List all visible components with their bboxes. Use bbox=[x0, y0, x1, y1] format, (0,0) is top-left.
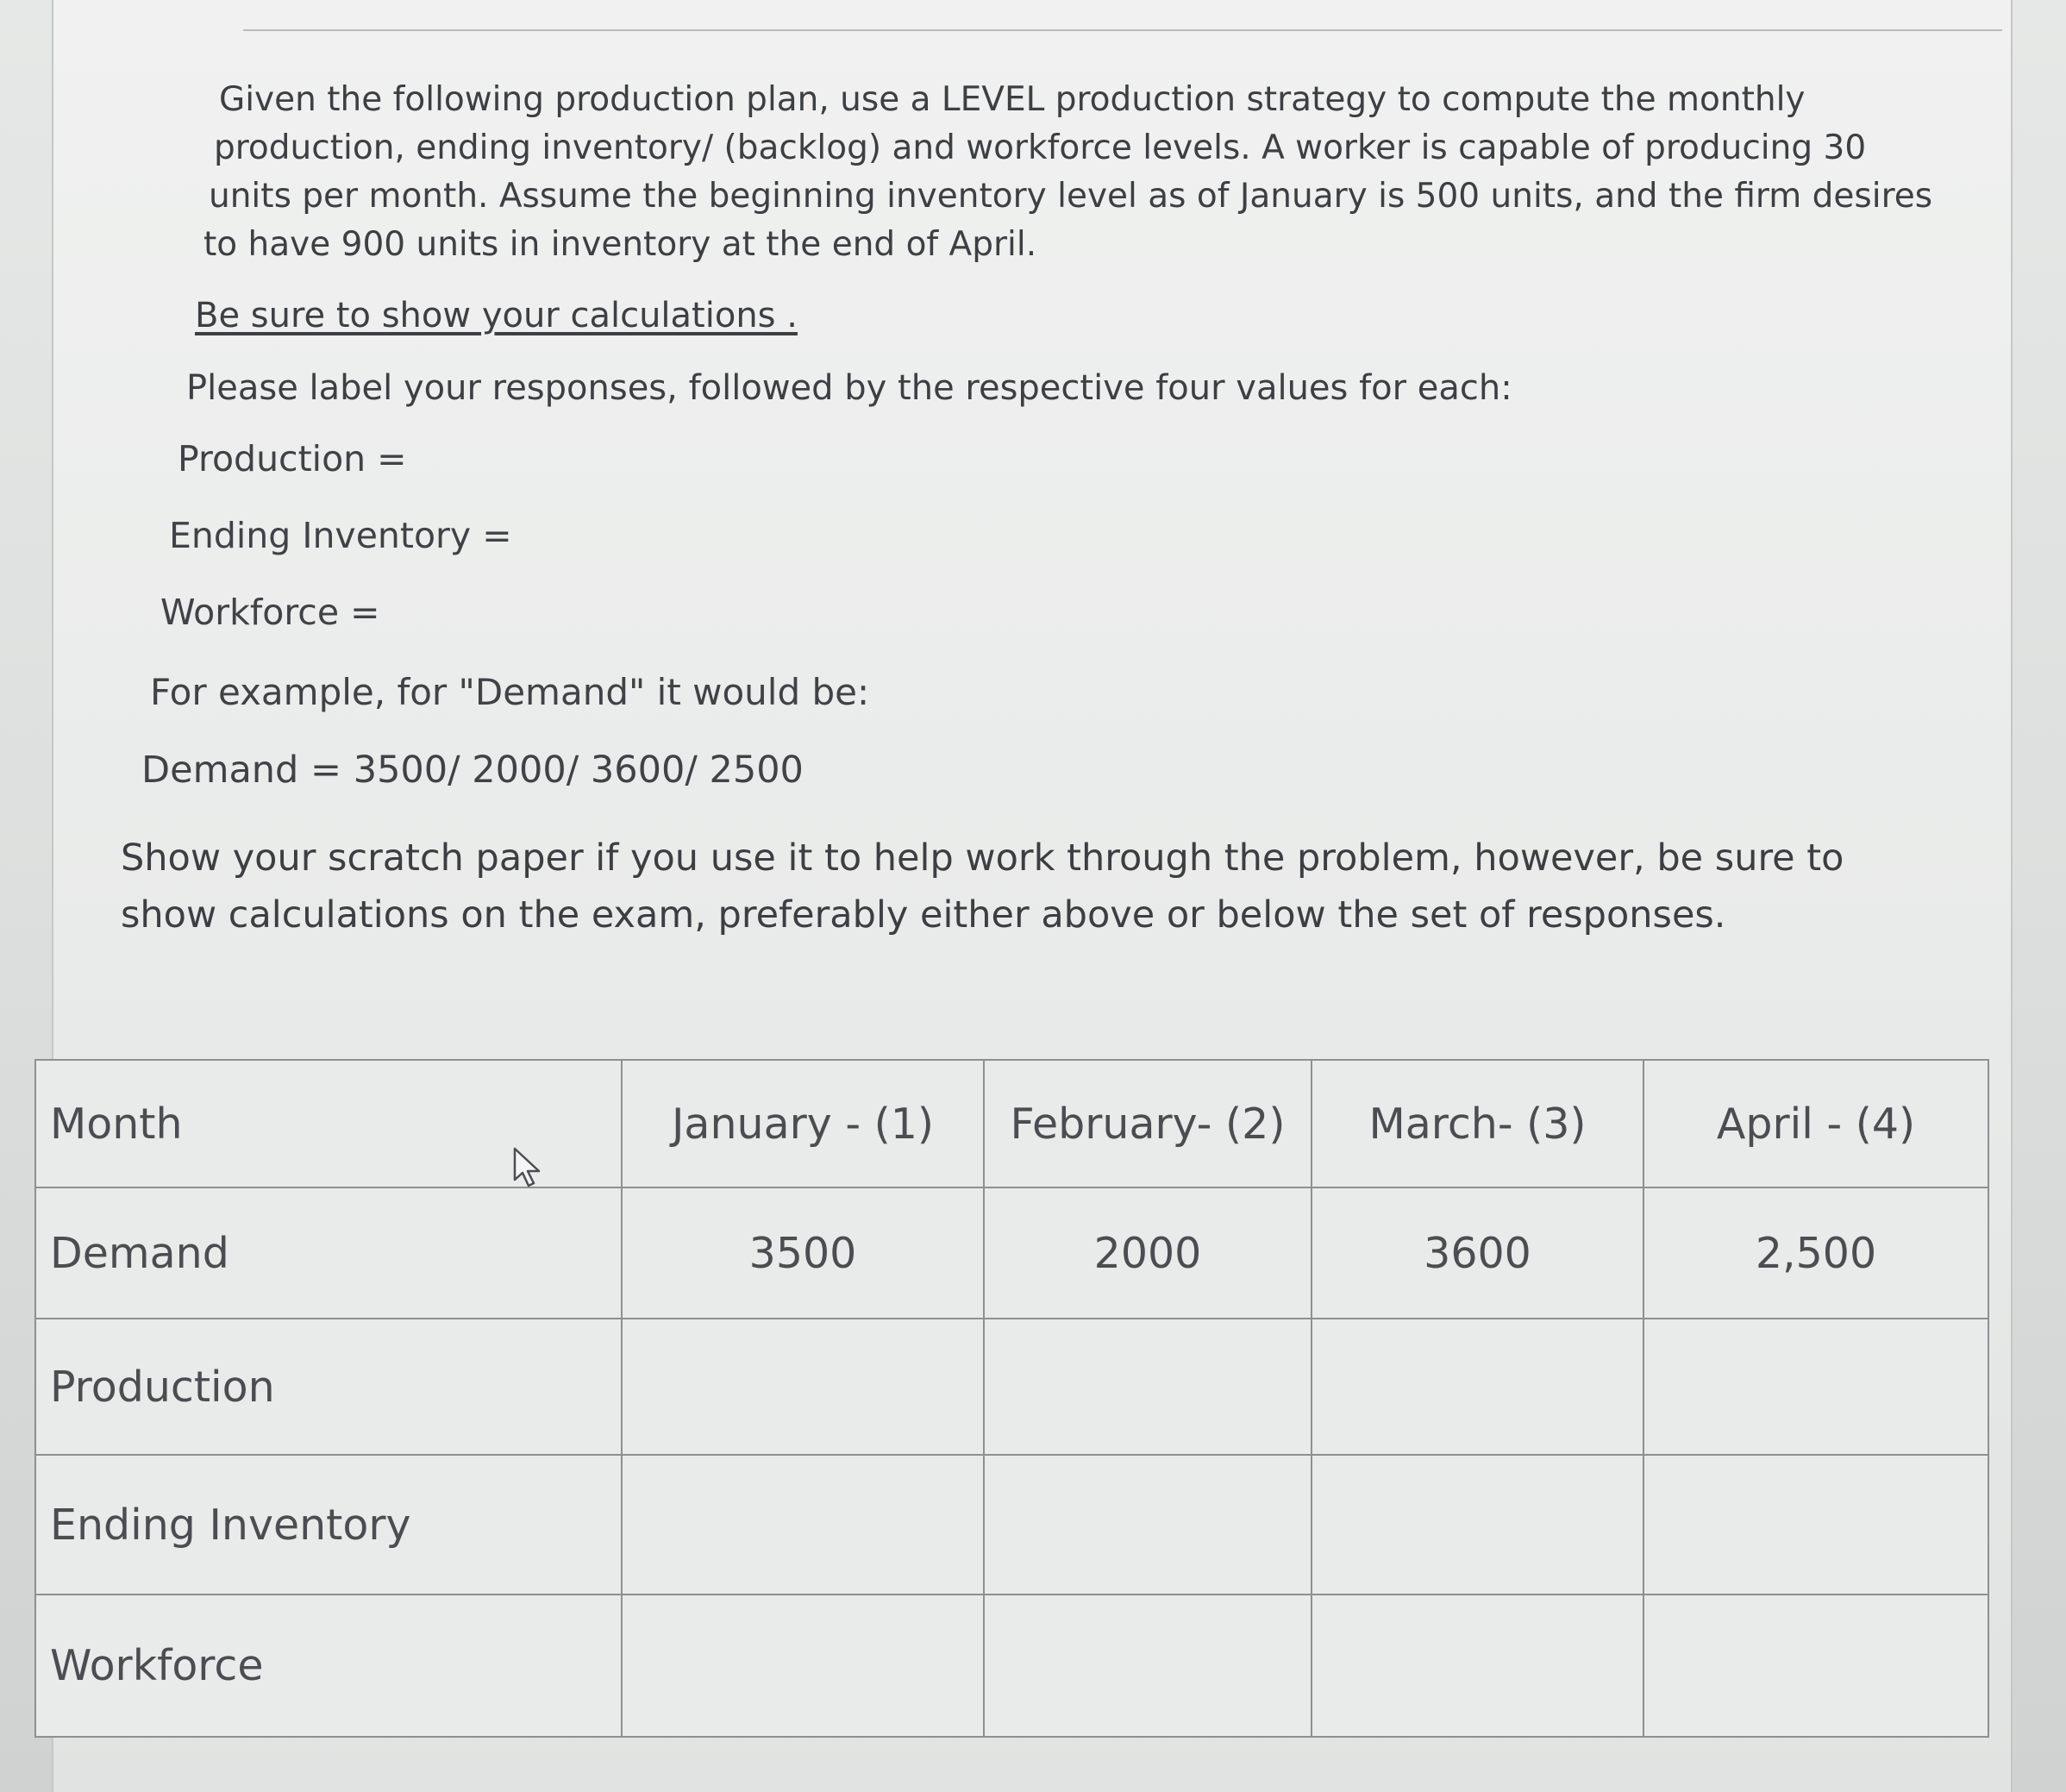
production-april bbox=[1643, 1319, 1988, 1455]
workforce-row bbox=[35, 1595, 1988, 1737]
production-label: Production bbox=[35, 1319, 622, 1455]
question-intro-line-1: Given the following production plan, use a LEVEL production strategy to compute the monthly bbox=[219, 80, 1806, 119]
question-intro-line-2: production, ending inventory/ (backlog) and workforce levels. A worker is capable of producing 30 bbox=[214, 128, 1867, 167]
ending-inventory-february bbox=[984, 1455, 1312, 1595]
question-intro-line-3: units per month. Assume the beginning inventory level as of January is 500 units, and the firm desires bbox=[209, 177, 1933, 216]
production-plan-table bbox=[34, 1059, 1989, 1738]
march-header: March- (3) bbox=[1312, 1060, 1643, 1187]
ending-inventory-april bbox=[1643, 1455, 1988, 1595]
production-january bbox=[622, 1319, 984, 1455]
example-answer: Demand = 3500/ 2000/ 3600/ 2500 bbox=[141, 749, 804, 792]
month-header: Month bbox=[35, 1060, 622, 1187]
divider bbox=[243, 29, 2002, 31]
workforce-february bbox=[984, 1595, 1312, 1737]
ending-inventory-label: Ending Inventory bbox=[35, 1455, 622, 1595]
mouse-pointer-icon bbox=[512, 1147, 543, 1188]
ending-inventory-march bbox=[1312, 1455, 1643, 1595]
demand-february: 2000 bbox=[984, 1187, 1312, 1319]
demand-april: 2,500 bbox=[1643, 1187, 1988, 1319]
production-february bbox=[984, 1319, 1312, 1455]
january-header: January - (1) bbox=[622, 1060, 984, 1187]
demand-label: Demand bbox=[35, 1187, 622, 1319]
question-intro-line-4: to have 900 units in inventory at the end of April. bbox=[203, 225, 1037, 264]
show-calculations-note: Be sure to show your calculations . bbox=[195, 296, 798, 335]
demand-march: 3600 bbox=[1312, 1187, 1643, 1319]
ending-inventory-response-label: Ending Inventory = bbox=[169, 515, 512, 556]
workforce-label: Workforce bbox=[35, 1595, 622, 1737]
production-response-label: Production = bbox=[178, 438, 407, 479]
demand-row bbox=[35, 1187, 1988, 1319]
workforce-january bbox=[622, 1595, 984, 1737]
example-intro: For example, for "Demand" it would be: bbox=[150, 671, 870, 713]
workforce-april bbox=[1643, 1595, 1988, 1737]
ending-inventory-january bbox=[622, 1455, 984, 1595]
scratch-paper-note: Show your scratch paper if you use it to help work through the problem, however, be sure to show calculations on the exam, preferably either above or below the set of responses. bbox=[121, 836, 1844, 937]
workforce-response-label: Workforce = bbox=[160, 592, 380, 633]
workforce-march bbox=[1312, 1595, 1643, 1737]
february-header: February- (2) bbox=[984, 1060, 1312, 1187]
april-header: April - (4) bbox=[1643, 1060, 1988, 1187]
label-instruction: Please label your responses, followed by the respective four values for each: bbox=[186, 368, 1512, 408]
ending-inventory-row bbox=[35, 1455, 1988, 1595]
production-march bbox=[1312, 1319, 1643, 1455]
production-row bbox=[35, 1319, 1988, 1455]
demand-january: 3500 bbox=[622, 1187, 984, 1319]
table-header-row bbox=[35, 1060, 1988, 1187]
